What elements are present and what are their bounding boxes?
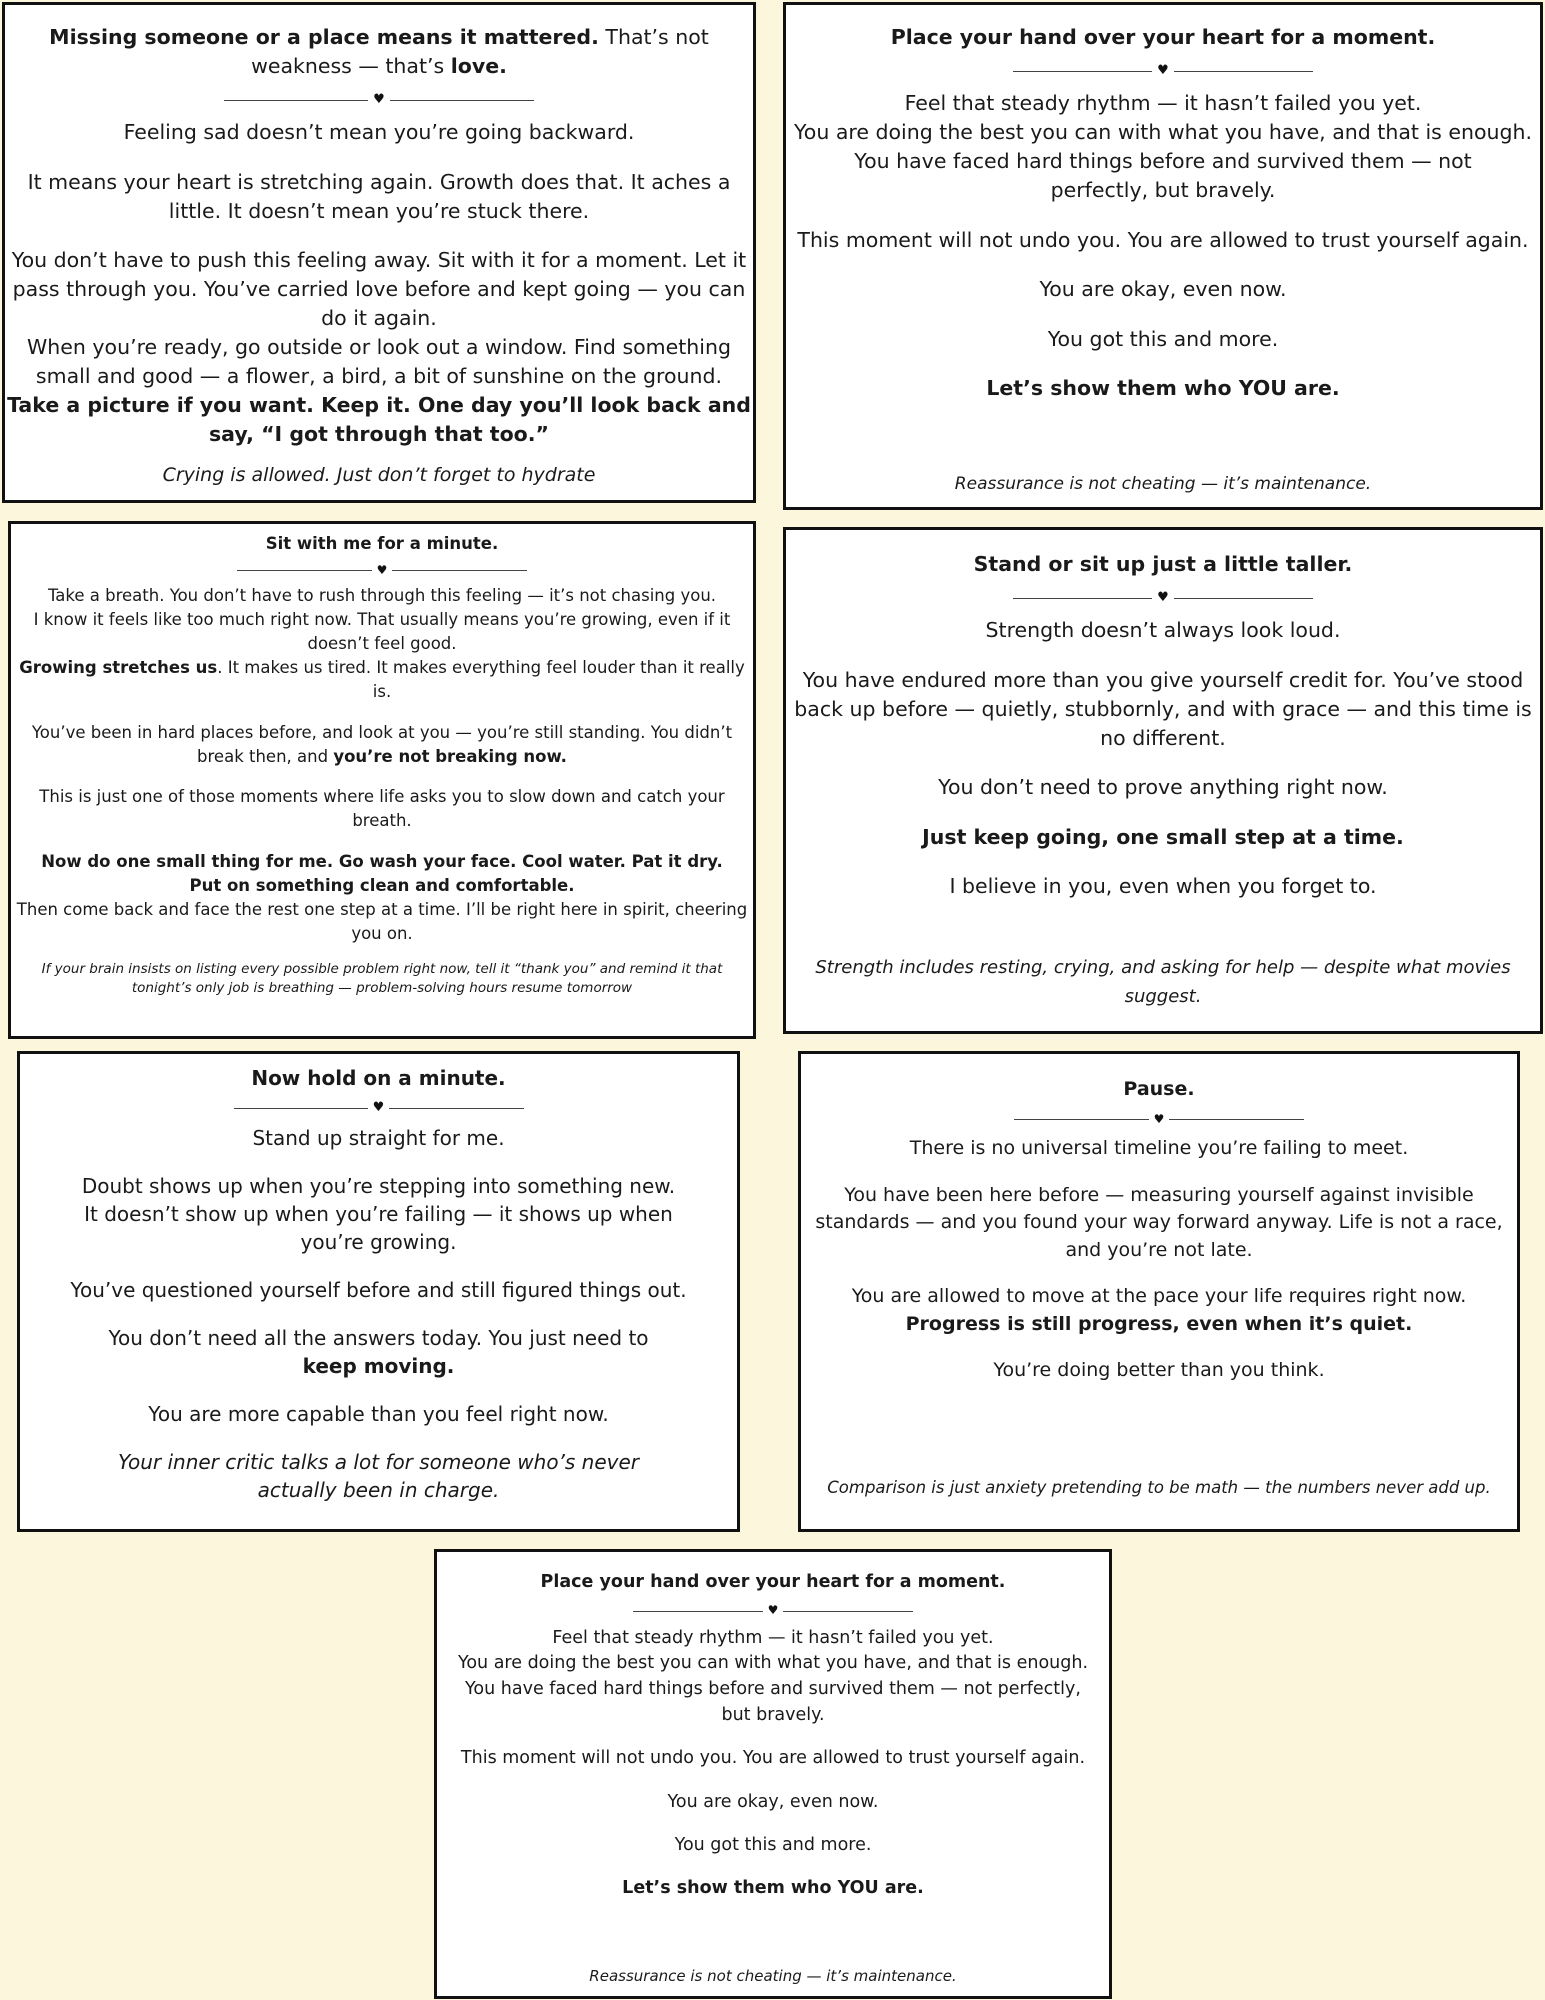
card-line: This moment will not undo you. You are allowed to trust yourself again. (460, 1748, 1086, 1769)
card-line: When you’re ready, go outside or look out a window. Find something small and good — a flower, a bird, a bit of sunshine on the ground. (27, 335, 731, 388)
card-line: Let’s show them who YOU are. (986, 376, 1340, 400)
card-line: Strength doesn’t always look loud. (985, 618, 1341, 642)
card-line: Let’s show them who YOU are. (622, 1878, 924, 1899)
card-line: This moment will not undo you. You are allowed to trust yourself again. (797, 227, 1529, 252)
card-line: There is no universal timeline you’re failing to meet. (909, 1137, 1409, 1159)
card-line: You got this and more. (1047, 326, 1279, 351)
heart-divider (1013, 583, 1313, 612)
card-heading: Now hold on a minute. (251, 1066, 506, 1090)
heart-icon: ♥ (763, 1604, 784, 1616)
card-line: You are more capable than you feel right now. (148, 1402, 609, 1426)
card-line: I know it feels like too much right now. That usually means you’re growing, even if it doesn’t feel good. (33, 610, 731, 653)
card-line: You are doing the best you can with what you have, and that is enough. (793, 120, 1533, 144)
card-footer: Comparison is just anxiety pretending to be math — the numbers never add up. (827, 1477, 1491, 1497)
card-sit-with-me (8, 521, 756, 1039)
card-heading: Stand or sit up just a little taller. (973, 552, 1353, 576)
card-line: You have faced hard things before and survived them — not perfectly, but bravely. (465, 1679, 1081, 1725)
card-footer: Crying is allowed. Just don’t forget to hydrate (162, 464, 596, 486)
card-missing-someone (2, 2, 756, 503)
card-line: It means your heart is stretching again. Growth does that. It aches a little. It doesn’t mean you’re stuck there. (27, 169, 731, 223)
card-hold-on (17, 1051, 740, 1532)
card-heading: Pause. (1123, 1078, 1195, 1100)
heart-icon: ♥ (1149, 1113, 1170, 1125)
card-line: Now do one small thing for me. Go wash your face. Cool water. Pat it dry. Put on something clean and comfortable. (41, 851, 723, 895)
heart-icon: ♥ (368, 1101, 390, 1114)
card-line: Doubt shows up when you’re stepping into something new. It doesn’t show up when you’re failing — it shows up when you’re growing. (81, 1174, 676, 1254)
card-line: You got this and more. (674, 1834, 872, 1855)
card-sit-up-taller (783, 527, 1543, 1034)
card-pause (798, 1051, 1520, 1532)
card-hand-over-heart-small (434, 1549, 1112, 1999)
heart-divider (1014, 1106, 1304, 1134)
card-line: This is just one of those moments where life asks you to slow down and catch your breath. (39, 787, 725, 830)
card-heading: Place your hand over your heart for a moment. (540, 1572, 1006, 1592)
card-footer: Strength includes resting, crying, and asking for help — despite what movies suggest. (815, 957, 1511, 1007)
card-footer: If your brain insists on listing every possible problem right now, tell it “thank you” and remind it that tonight’s only job is breathing — problem-solving hours resume tomorrow (41, 960, 723, 996)
card-line: You have endured more than you give yourself credit for. You’ve stood back up before — quietly, stubbornly, and with grace — and this time is no different. (794, 667, 1532, 750)
card-line: Feeling sad doesn’t mean you’re going backward. (123, 120, 635, 144)
heart-icon: ♥ (1152, 64, 1174, 77)
card-line: You are allowed to move at the pace your life requires right now. Progress is still progress, even when it’s quiet. (851, 1285, 1467, 1335)
heart-divider (224, 85, 534, 114)
card-line: Stand up straight for me. (252, 1126, 505, 1150)
card-line: You are okay, even now. (667, 1791, 879, 1812)
card-line: Feel that steady rhythm — it hasn’t failed you yet. (904, 91, 1422, 115)
heart-divider (237, 558, 527, 582)
card-line: You’re doing better than you think. (993, 1359, 1325, 1381)
heart-icon: ♥ (368, 93, 390, 106)
heart-divider (234, 1094, 524, 1122)
card-line: Then come back and face the rest one step at a time. I’ll be right here in spirit, cheering you on. (16, 899, 748, 943)
card-line: Take a picture if you want. Keep it. One day you’ll look back and say, “I got through that too.” (7, 393, 751, 446)
card-line: Feel that steady rhythm — it hasn’t failed you yet. (552, 1627, 994, 1648)
heart-icon: ♥ (1152, 591, 1174, 604)
card-line: Take a breath. You don’t have to rush through this feeling — it’s not chasing you. (47, 586, 717, 605)
card-heading: Place your hand over your heart for a moment. (890, 25, 1436, 49)
card-line: You’ve questioned yourself before and still figured things out. (70, 1278, 687, 1302)
heart-icon: ♥ (372, 564, 393, 576)
card-line: You have faced hard things before and survived them — not perfectly, but bravely. (854, 149, 1472, 202)
card-heading: Sit with me for a minute. (265, 534, 499, 553)
card-line: I believe in you, even when you forget to. (949, 874, 1377, 898)
card-line: Just keep going, one small step at a time. (922, 824, 1404, 849)
card-line: You’ve been in hard places before, and look at you — you’re still standing. You didn’t break then, and you’re not breaking now. (31, 722, 733, 766)
card-footer: Reassurance is not cheating — it’s maintenance. (589, 1967, 957, 1986)
card-heading: Missing someone or a place means it mattered. That’s not weakness — that’s love. (49, 25, 709, 78)
heart-divider (633, 1598, 913, 1624)
heart-divider (1013, 56, 1313, 85)
card-line: You don’t need all the answers today. You just need to keep moving. (108, 1326, 649, 1378)
card-line: You are doing the best you can with what you have, and that is enough. (457, 1653, 1089, 1674)
card-hand-over-heart (783, 2, 1543, 510)
card-footer: Your inner critic talks a lot for someone who’s never actually been in charge. (117, 1450, 640, 1502)
card-footer: Reassurance is not cheating — it’s maintenance. (954, 474, 1372, 494)
card-line: You are okay, even now. (1039, 277, 1287, 301)
card-line: You don’t have to push this feeling away. Sit with it for a moment. Let it pass through you. You’ve carried love before and kept going — you can do it again. (11, 248, 747, 330)
card-line: Growing stretches us. It makes us tired. It makes everything feel louder than it really is. (19, 658, 745, 701)
card-line: You don’t need to prove anything right now. (938, 775, 1388, 799)
card-line: You have been here before — measuring yourself against invisible standards — and you found your way forward anyway. Life is not a race, and you’re not late. (815, 1183, 1503, 1261)
